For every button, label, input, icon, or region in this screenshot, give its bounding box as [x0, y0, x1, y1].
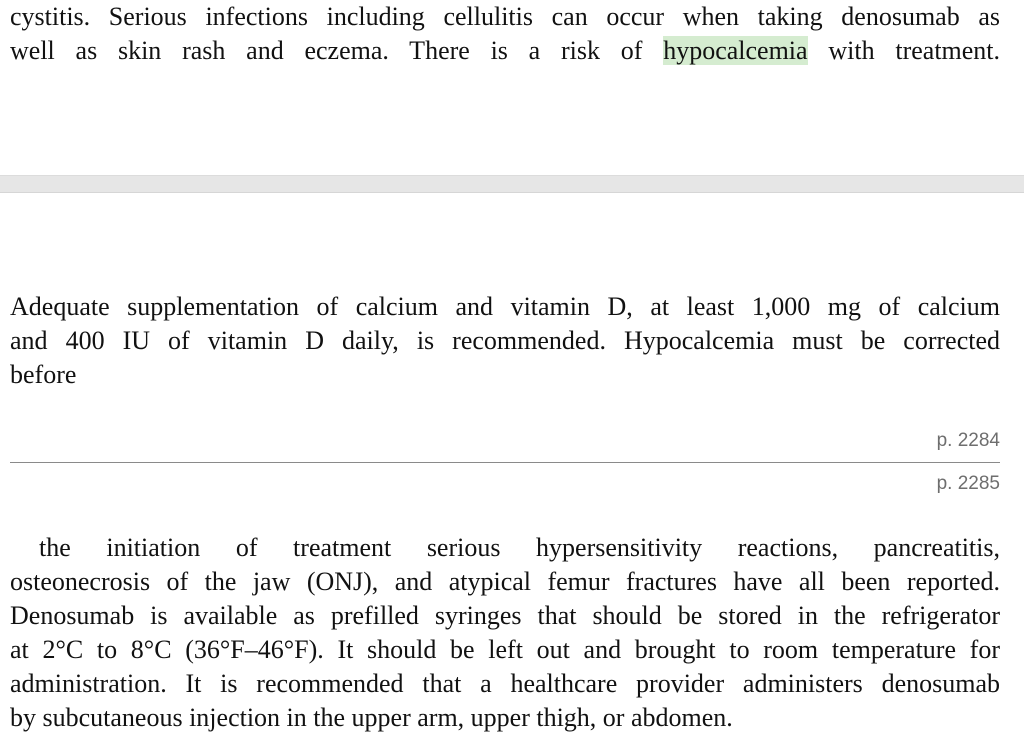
text-line: at 2°C to 8°C (36°F–46°F). It should be left out and brought to room temperature for [10, 635, 1000, 664]
page-number-previous: p. 2284 [936, 430, 1000, 451]
paragraph-top [10, 0, 1000, 68]
text-line: Denosumab is available as prefilled syringes that should be stored in the refrigerator [10, 601, 1000, 630]
text-line: cystitis. Serious infections including cellulitis can occur when taking denosumab as [10, 2, 1000, 31]
page-break-band [0, 175, 1024, 193]
text-line: the initiation of treatment serious hypersensitivity reactions, pancreatitis, [39, 533, 1000, 562]
paragraph-bottom [10, 531, 1000, 735]
paragraph-middle [10, 290, 1000, 392]
highlighted-term[interactable]: hypocalcemia [663, 36, 808, 65]
text-line: Adequate supplementation of calcium and vitamin D, at least 1,000 mg of calcium [10, 292, 1000, 321]
page-number-next: p. 2285 [936, 473, 1000, 494]
text-line: osteonecrosis of the jaw (ONJ), and atypical femur fractures have all been reported. [10, 567, 1000, 596]
text-segment: with treatment. [828, 36, 1001, 65]
page-divider [10, 462, 1000, 463]
text-line: administration. It is recommended that a healthcare provider administers denosumab [10, 669, 1000, 698]
text-segment: well as skin rash and eczema. There is a risk of [10, 36, 643, 65]
text-line: and 400 IU of vitamin D daily, is recommended. Hypocalcemia must be corrected [10, 326, 1000, 355]
text-line [10, 34, 1000, 68]
text-line: by subcutaneous injection in the upper arm, upper thigh, or abdomen. [10, 703, 733, 732]
text-line: before [10, 360, 77, 389]
